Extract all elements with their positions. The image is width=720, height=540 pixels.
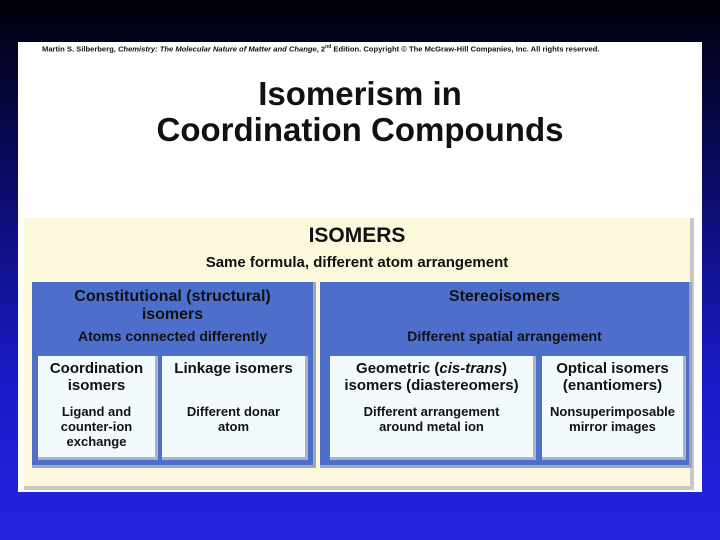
isomers-heading: ISOMERS: [308, 224, 406, 247]
credit-edition: , 2: [316, 44, 326, 54]
coordination-isomers-description: [38, 404, 155, 449]
linkage-isomers-heading: [162, 360, 305, 377]
geometric-heading-line-1: [330, 360, 533, 377]
credit-copyright: Edition. Copyright © The McGraw-Hill Companies, Inc. All rights reserved.: [331, 44, 600, 54]
coordination-desc-line-1: Ligand and: [61, 404, 132, 419]
optical-isomers-heading: [542, 360, 683, 394]
credit-author: Martin S. Silberberg,: [42, 44, 118, 54]
optical-desc-line-2: mirror images: [569, 419, 656, 434]
linkage-desc-line-1: Different donar: [186, 404, 281, 419]
title-line-2: Coordination Compounds: [156, 111, 564, 148]
linkage-isomers-box: [162, 356, 308, 460]
isomers-description: Same formula, different atom arrangement: [205, 254, 509, 271]
linkage-heading-line-1: Linkage isomers: [174, 360, 293, 377]
copyright-credit: [42, 44, 702, 54]
geometric-heading-italic: cis-trans: [439, 360, 502, 377]
geometric-desc-line-2: around metal ion: [379, 419, 484, 434]
optical-isomers-box: [542, 356, 686, 460]
stereoisomers-group: [320, 282, 692, 468]
constitutional-isomers-group: [32, 282, 316, 468]
geometric-isomers-description: [330, 404, 533, 434]
slide: [18, 42, 702, 492]
coordination-desc-line-2: counter-ion: [60, 419, 133, 434]
geometric-isomers-heading: [330, 360, 533, 394]
isomers-diagram: [24, 218, 694, 490]
geometric-desc-line-1: Different arrangement: [363, 404, 500, 419]
title-line-1: Isomerism in: [258, 75, 462, 112]
slide-title: [18, 76, 702, 148]
credit-edition-sup: nd: [325, 44, 332, 50]
optical-isomers-description: [542, 404, 683, 434]
coordination-heading-line-1: Coordination: [49, 360, 144, 377]
linkage-isomers-description: [162, 404, 305, 434]
coordination-isomers-box: [38, 356, 158, 460]
geometric-isomers-box: [330, 356, 536, 460]
stereoisomers-description: Different spatial arrangement: [407, 328, 602, 344]
constitutional-description: Atoms connected differently: [77, 328, 268, 344]
optical-heading-line-2: (enantiomers): [562, 377, 663, 394]
coordination-heading-line-2: isomers: [67, 377, 126, 394]
optical-heading-line-1: Optical isomers: [556, 360, 669, 377]
geometric-heading-pre: Geometric (: [356, 360, 440, 377]
coordination-desc-line-3: exchange: [66, 434, 127, 449]
geometric-heading-line-2: isomers (diastereomers): [344, 377, 519, 394]
geometric-heading-post: ): [501, 360, 507, 377]
coordination-isomers-heading: [38, 360, 155, 394]
constitutional-heading-line-2: isomers: [141, 306, 204, 323]
constitutional-heading-line-1: Constitutional (structural): [74, 288, 271, 305]
credit-book-title: Chemistry: The Molecular Nature of Matter and Change: [117, 44, 317, 54]
constitutional-heading: [32, 288, 313, 324]
stereoisomers-heading: Stereoisomers: [448, 288, 561, 305]
optical-desc-line-1: Nonsuperimposable: [550, 404, 675, 419]
linkage-desc-line-2: atom: [217, 419, 250, 434]
